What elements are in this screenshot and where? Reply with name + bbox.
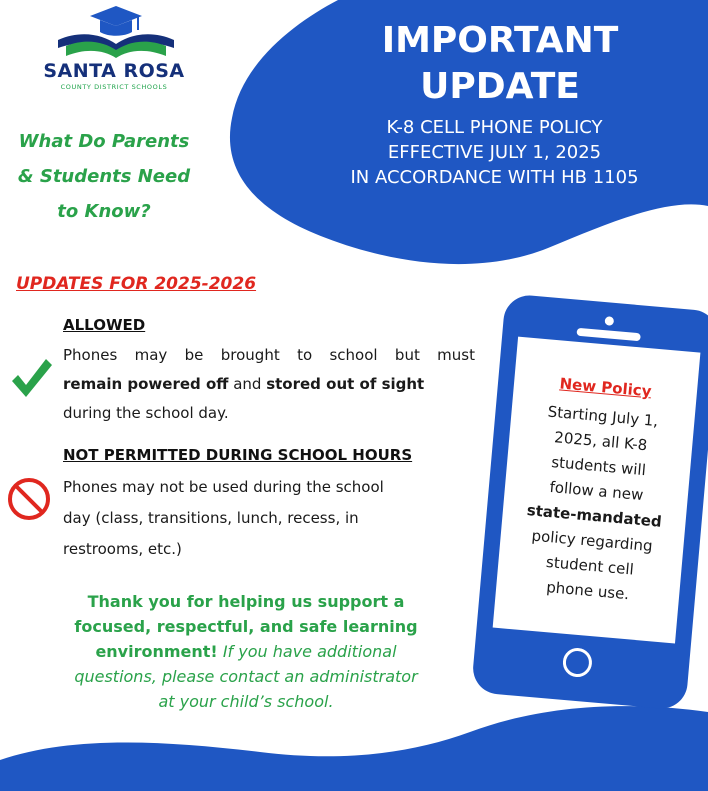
intro-question xyxy=(4,124,204,229)
subtitle-line: K-8 CELL PHONE POLICY xyxy=(386,117,603,138)
closing-line xyxy=(30,689,462,714)
closing-line xyxy=(30,589,462,614)
phone-line: student cell xyxy=(545,552,635,579)
allowed-line: Phones may be brought to school but must xyxy=(63,346,475,364)
district-subtitle: COUNTY DISTRICT SCHOOLS xyxy=(60,83,168,91)
allowed-bold: remain powered off xyxy=(63,375,229,393)
not-permitted-line: restrooms, etc.) xyxy=(63,540,182,558)
allowed-bold: stored out of sight xyxy=(266,375,425,393)
phone-line: 2025, all K-8 xyxy=(553,428,649,455)
not-permitted-heading: NOT PERMITTED DURING SCHOOL HOURS xyxy=(63,446,413,464)
phone-line: follow a new xyxy=(548,477,645,505)
closing-bold: environment! xyxy=(95,642,218,661)
closing-bold: focused, respectful, and safe learning xyxy=(74,617,418,636)
not-permitted-text xyxy=(63,472,475,565)
phone-policy-text xyxy=(501,368,691,611)
phone-line: policy regarding xyxy=(530,526,654,556)
policy-subtitle xyxy=(292,115,697,190)
phone-illustration xyxy=(471,293,708,710)
closing-line xyxy=(30,664,462,689)
allowed-line xyxy=(63,370,475,399)
phone-line: students will xyxy=(550,453,647,480)
checkmark-icon xyxy=(8,355,54,401)
subtitle-line: IN ACCORDANCE WITH HB 1105 xyxy=(350,167,639,188)
closing-bold: Thank you for helping us support a xyxy=(87,592,405,611)
allowed-heading: ALLOWED xyxy=(63,316,146,334)
intro-line: & Students Need xyxy=(17,166,191,187)
closing-italic: If you have additional xyxy=(217,642,397,661)
prohibited-icon xyxy=(6,476,52,522)
closing-italic: at your child’s school. xyxy=(158,692,334,711)
allowed-text xyxy=(63,341,475,428)
footer-blue-wave xyxy=(0,706,708,791)
page-title xyxy=(330,18,670,110)
closing-italic: questions, please contact an administrator xyxy=(74,667,418,686)
phone-policy-title: New Policy xyxy=(558,374,653,401)
not-permitted-line: day (class, transitions, lunch, recess, in xyxy=(63,509,359,527)
updates-heading: UPDATES FOR 2025-2026 xyxy=(16,274,257,294)
intro-line: What Do Parents xyxy=(18,131,190,152)
subtitle-line: EFFECTIVE JULY 1, 2025 xyxy=(387,142,602,163)
graduation-cap-book-icon xyxy=(30,4,220,64)
title-line: UPDATE xyxy=(420,66,580,107)
district-name: SANTA ROSA xyxy=(43,60,185,82)
phone-line: phone use. xyxy=(545,578,630,604)
closing-line xyxy=(30,639,462,664)
not-permitted-line: Phones may not be used during the school xyxy=(63,478,384,496)
closing-line xyxy=(30,614,462,639)
phone-bold: state-mandated xyxy=(526,501,663,531)
allowed-line: during the school day. xyxy=(63,404,229,422)
title-line: IMPORTANT xyxy=(381,20,619,61)
closing-message xyxy=(30,589,462,714)
allowed-connector: and xyxy=(228,375,267,393)
intro-line: to Know? xyxy=(57,201,151,222)
phone-line: Starting July 1, xyxy=(547,402,659,431)
